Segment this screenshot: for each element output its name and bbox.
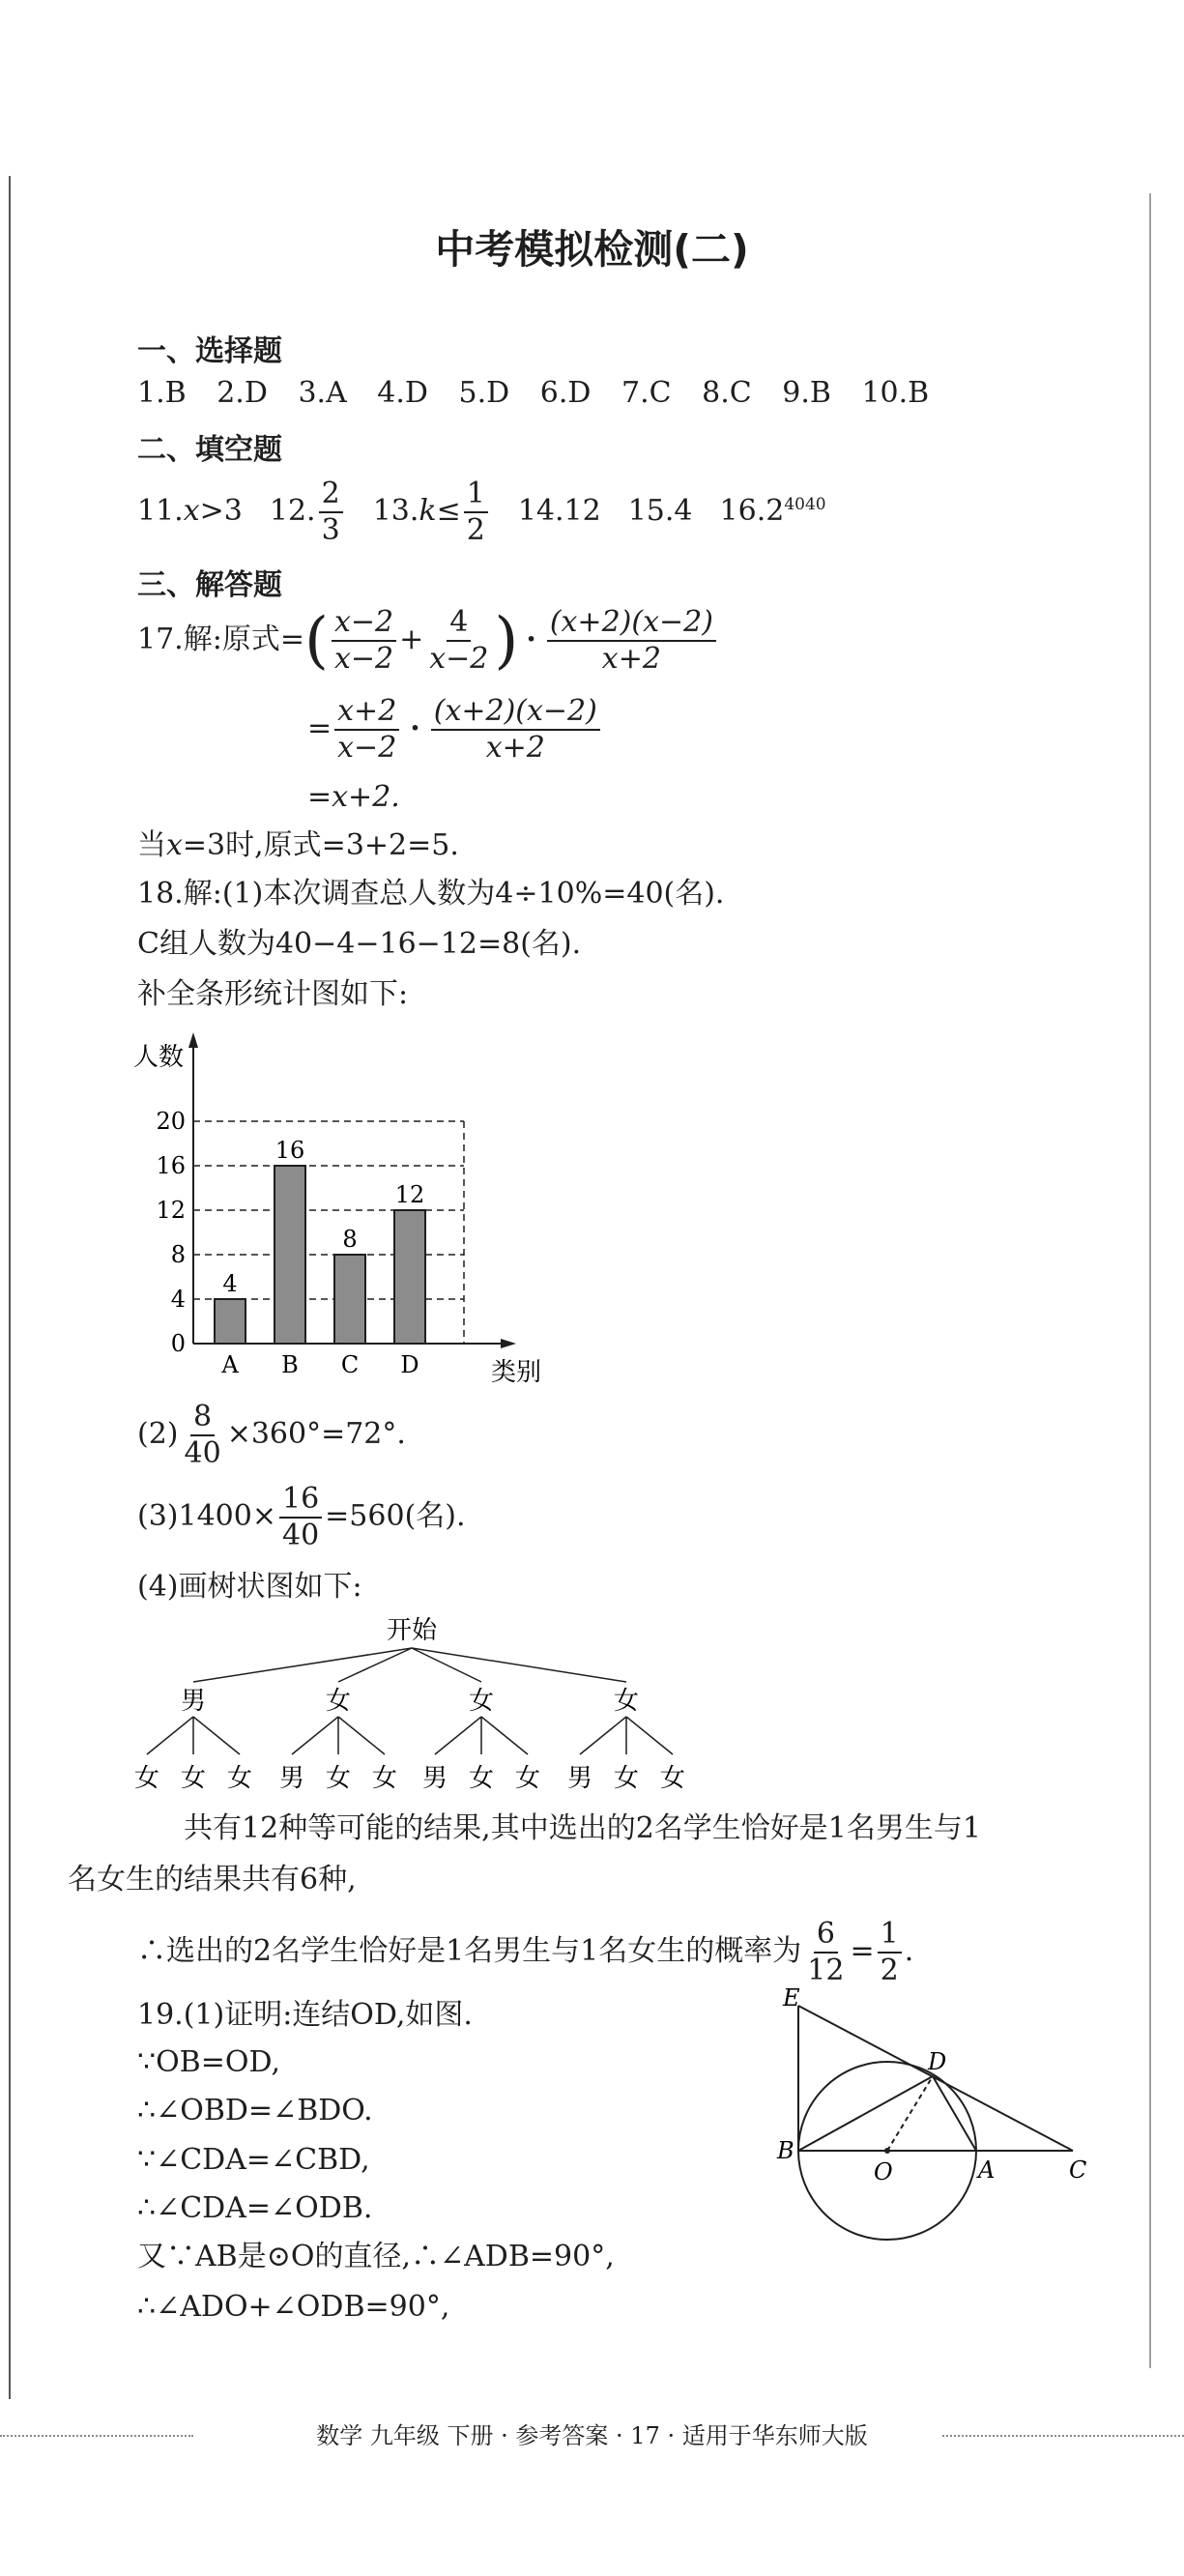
q17-line2: = $\frac{x+2}{x-2}$ · $\frac{(x+2)(x-2)}{x+2}$ (307, 696, 603, 763)
bar-chart (126, 1025, 561, 1392)
q19-line4: ∵∠CDA=∠CBD, (137, 2143, 370, 2177)
right-paren: ) (494, 604, 519, 677)
tree-branch (193, 1648, 412, 1682)
page-title: 中考模拟检测(二) (435, 226, 749, 273)
answer: 5.D (458, 376, 510, 410)
fraction: $\frac{x+2}{x-2}$ (334, 696, 399, 763)
choice-answers (137, 377, 929, 411)
tree-leaf-label: 男 (566, 1764, 593, 1793)
q19-line3: ∴∠OBD=∠BDO. (137, 2094, 373, 2127)
bar-data-label: 4 (222, 1270, 238, 1297)
tree-branch (147, 1717, 193, 1754)
bar-data-label: 8 (342, 1226, 358, 1253)
section3-heading: 三、解答题 (137, 568, 282, 602)
tree-leaf-label: 男 (421, 1764, 448, 1793)
q19-line1: 19.(1)证明:连结OD,如图. (137, 1998, 473, 2032)
y-tick-label: 8 (170, 1241, 186, 1268)
bar-data-label: 16 (274, 1137, 305, 1164)
x-tick-label: B (281, 1351, 299, 1378)
bar (215, 1299, 245, 1344)
fraction: $\frac{(x+2)(x-2)}{x+2}$ (547, 607, 716, 674)
fraction: $\frac{16}{40}$ (279, 1484, 322, 1550)
answer: 1.B (137, 376, 187, 410)
label-e: E (783, 1986, 800, 2012)
fraction: $\frac{8}{40}$ (184, 1400, 221, 1470)
fraction: $\frac{6}{12}$ (807, 1917, 845, 1987)
y-tick-label: 0 (170, 1330, 186, 1357)
x-tick-label: A (221, 1351, 239, 1378)
fraction: $\frac{2}{3}$ (319, 478, 343, 545)
q17-line3: =x+2. (307, 780, 400, 814)
label-b: B (777, 2137, 794, 2164)
bar-data-label: 12 (394, 1181, 425, 1208)
answer: 9.B (782, 376, 831, 410)
tree-diagram (126, 1609, 706, 1803)
y-tick-label: 20 (156, 1108, 186, 1135)
label-a: A (978, 2156, 996, 2184)
q19-line6: 又∵AB是⊙O的直径,∴∠ADB=90°, (137, 2240, 615, 2273)
answer: 10.B (861, 376, 930, 410)
q18-conclusion-2: 名女生的结果共有6种, (68, 1863, 357, 1896)
answer-14: 14.12 (517, 494, 601, 529)
q18-conclusion-3: ∴选出的2名学生恰好是1名男生与1名女生的概率为 $\frac{6}{12}$ = $\frac{1}{2}$ . (137, 1917, 914, 1987)
q18-line3: 补全条形统计图如下: (137, 977, 409, 1011)
answer: 4.D (377, 376, 428, 410)
answer-16: $16.2^{4040}$ (719, 494, 826, 529)
tree-leaf-label: 女 (613, 1764, 640, 1793)
answer-15: 15.4 (627, 494, 693, 529)
tree-branch (626, 1717, 673, 1754)
bar (274, 1166, 305, 1344)
x-axis-arrow (501, 1339, 516, 1348)
fraction: $\frac{1}{2}$ (464, 478, 488, 545)
tree-node-label: 女 (613, 1687, 640, 1716)
y-axis-arrow (188, 1032, 198, 1048)
q18-line1: 18.解:(1)本次调查总人数为4÷10%=40(名). (137, 877, 725, 911)
x-axis-label: 类别 (491, 1358, 542, 1387)
answer: 6.D (539, 376, 592, 410)
label-o: O (874, 2158, 893, 2185)
fraction: $\frac{x-2}{x-2}$ (332, 607, 396, 674)
right-margin-line (1149, 193, 1151, 2368)
tree-leaf-label: 女 (659, 1764, 686, 1793)
left-margin-line (9, 176, 11, 2399)
tree-branch (481, 1717, 528, 1754)
tree-node-label: 女 (325, 1687, 352, 1716)
y-tick-label: 16 (156, 1152, 186, 1179)
answer-13: 13. k ≤ $\frac{1}{2}$ (373, 478, 491, 545)
tree-branch (412, 1648, 626, 1682)
tree-leaf-label: 女 (325, 1764, 352, 1793)
geometry-figure (773, 1986, 1141, 2262)
tree-leaf-label: 男 (278, 1764, 305, 1793)
q19-line2: ∵OB=OD, (137, 2045, 280, 2079)
answer-11: 11.x>3 (137, 494, 243, 529)
tree-leaf-label: 女 (514, 1764, 541, 1793)
answer-12: 12. $\frac{2}{3}$ (270, 478, 346, 545)
label-d: D (928, 2048, 947, 2075)
tree-leaf-label: 女 (180, 1764, 207, 1793)
segment-bd (798, 2076, 933, 2151)
tree-leaf-label: 女 (468, 1764, 495, 1793)
page-footer: 数学 九年级 下册 · 参考答案 · 17 · 适用于华东师大版 (316, 2422, 868, 2449)
y-tick-label: 4 (170, 1286, 186, 1313)
q18-part2: (2) $\frac{8}{40}$ ×360°=72°. (137, 1400, 406, 1470)
y-tick-label: 12 (156, 1197, 186, 1224)
bar (334, 1255, 365, 1344)
segment-od (887, 2076, 933, 2151)
q19-line5: ∴∠CDA=∠ODB. (137, 2191, 373, 2225)
answer: 7.C (621, 376, 672, 410)
tree-node-label: 男 (180, 1687, 207, 1716)
bar (394, 1210, 425, 1344)
tree-leaf-label: 女 (133, 1764, 160, 1793)
fraction: $\frac{4}{x-2}$ (429, 605, 489, 676)
fraction: $\frac{(x+2)(x-2)}{x+2}$ (431, 696, 600, 763)
q18-part3: (3)1400× $\frac{16}{40}$ =560(名). (137, 1482, 466, 1552)
q17-line4: 当x=3时,原式=3+2=5. (137, 828, 459, 862)
section1-heading: 一、选择题 (137, 334, 282, 368)
answer: 8.C (702, 376, 752, 410)
q17-line1: 17.解:原式= ( $\frac{x-2}{x-2}$ + $\frac{4}{x-2}$ ) · $\frac{(x+2)(x-2)}{x+2}$ (137, 607, 719, 674)
q18-conclusion-1: 共有12种等可能的结果,其中选出的2名学生恰好是1名男生与1 (184, 1811, 981, 1845)
fraction: $\frac{1}{2}$ (878, 1919, 902, 1985)
tree-leaf-label: 女 (371, 1764, 398, 1793)
answer: 3.A (298, 376, 347, 410)
tree-branch (580, 1717, 626, 1754)
tree-node-label: 女 (468, 1687, 495, 1716)
tree-root-label: 开始 (386, 1616, 438, 1645)
y-axis-label: 人数 (133, 1043, 185, 1072)
tree-branch (292, 1717, 338, 1754)
answer: 2.D (217, 376, 268, 410)
section2-heading: 二、填空题 (137, 433, 282, 467)
q18-part4: (4)画树状图如下: (137, 1570, 362, 1604)
point-o (884, 2148, 890, 2154)
tree-branch (435, 1717, 481, 1754)
tree-branch (193, 1717, 240, 1754)
q18-line2: C组人数为40−4−16−12=8(名). (137, 927, 582, 961)
x-tick-label: D (400, 1351, 419, 1378)
x-tick-label: C (340, 1351, 360, 1378)
left-paren: ( (303, 604, 329, 677)
fill-answers (137, 478, 826, 545)
tree-leaf-label: 女 (226, 1764, 253, 1793)
label-c: C (1069, 2156, 1087, 2184)
q19-line7: ∴∠ADO+∠ODB=90°, (137, 2290, 450, 2324)
tree-branch (338, 1717, 385, 1754)
